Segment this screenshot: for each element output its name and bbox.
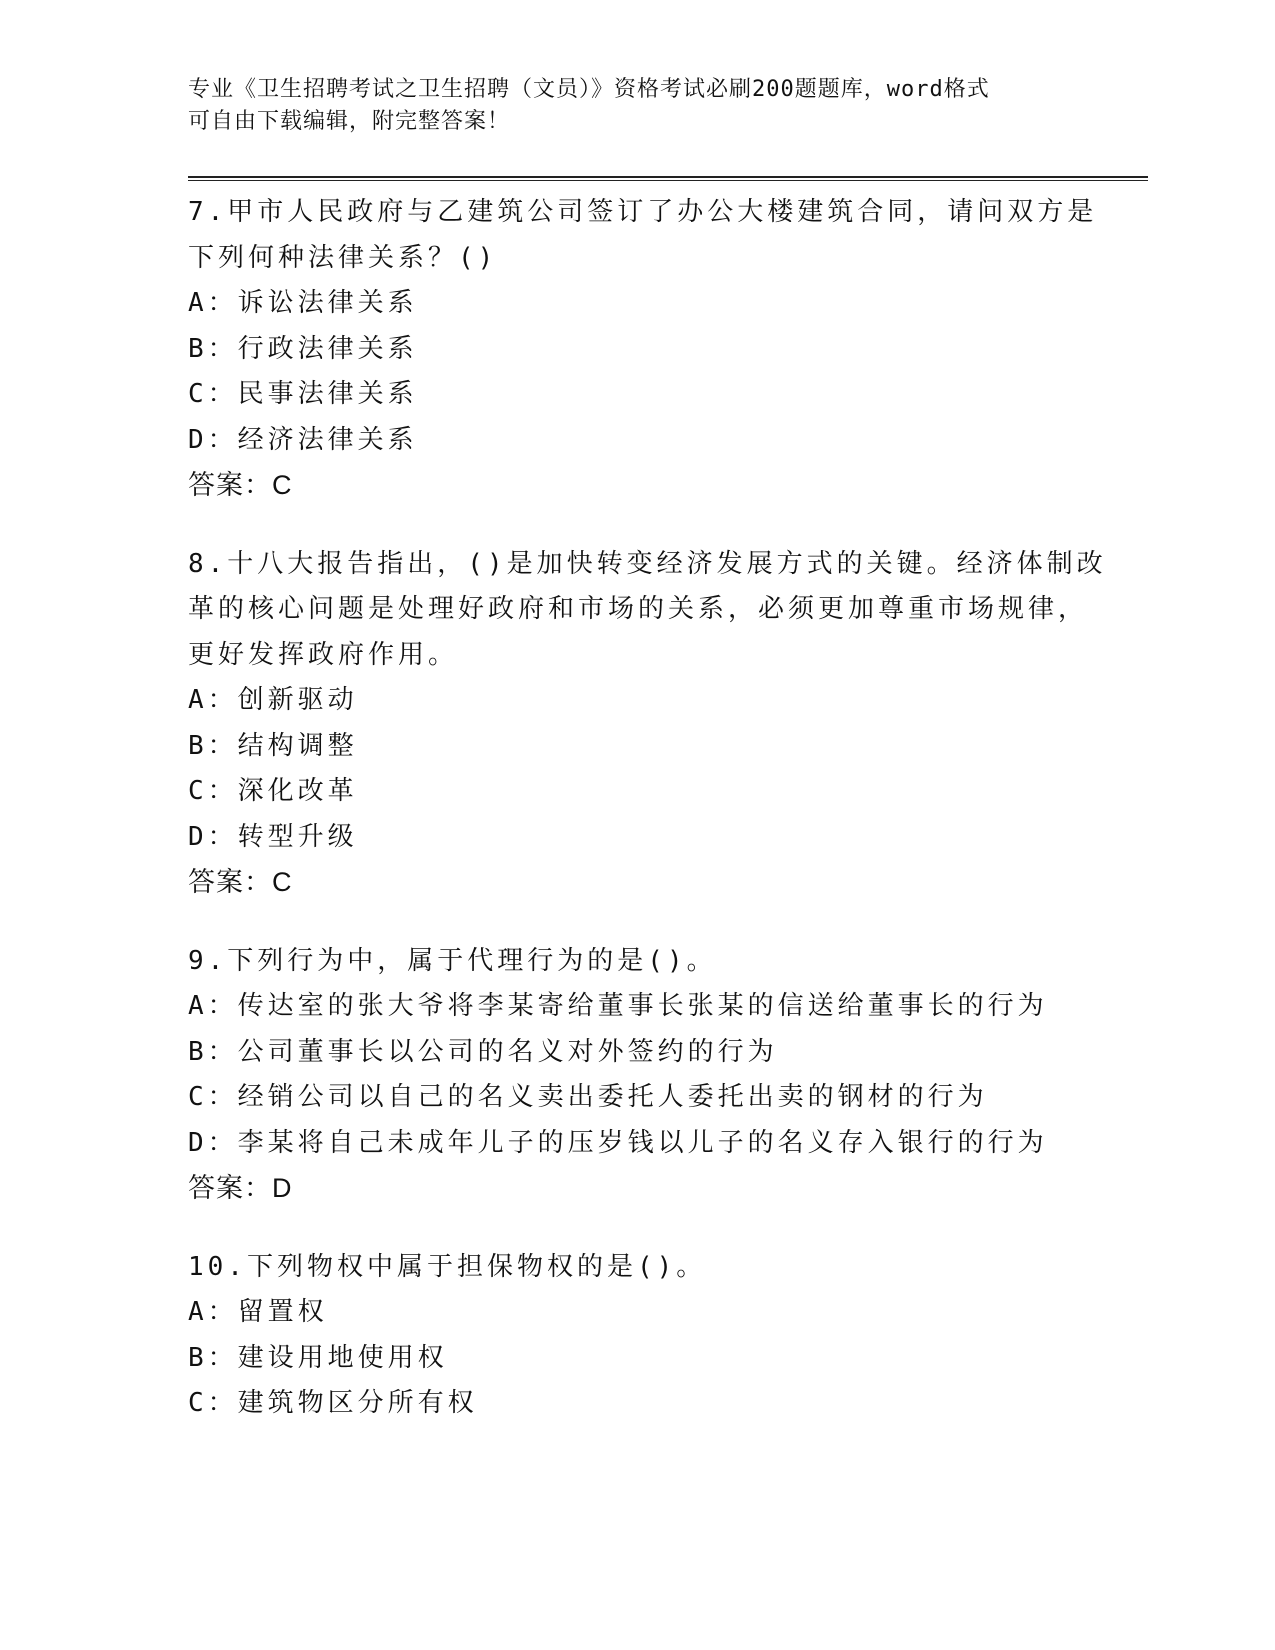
option-d: D：经济法律关系: [188, 424, 418, 455]
option-b: B：结构调整: [188, 730, 358, 761]
question-stem: 下列何种法律关系？(): [188, 242, 498, 273]
option-d: D：李某将自己未成年儿子的压岁钱以儿子的名义存入银行的行为: [188, 1127, 1048, 1158]
option-c: C：民事法律关系: [188, 379, 418, 409]
answer-key: 答案：C: [188, 867, 293, 897]
answer-key: 答案：C: [188, 470, 293, 500]
option-b: B：公司董事长以公司的名义对外签约的行为: [188, 1036, 778, 1067]
option-c: C：经销公司以自己的名义卖出委托人委托出卖的钢材的行为: [188, 1082, 988, 1112]
question-7: [188, 190, 1148, 509]
option-c: C：建筑物区分所有权: [188, 1388, 478, 1418]
option-a: A：留置权: [188, 1297, 328, 1327]
question-stem: 8.十八大报告指出，()是加快转变经济发展方式的关键。经济体制改: [188, 548, 1107, 579]
option-a: A：诉讼法律关系: [188, 288, 418, 318]
document-header: [188, 74, 1088, 138]
answer-key: 答案：D: [188, 1173, 293, 1203]
option-c: C：深化改革: [188, 776, 358, 806]
question-stem: 更好发挥政府作用。: [188, 639, 459, 670]
header-line: 专业《卫生招聘考试之卫生招聘（文员）》资格考试必刷200题题库，word格式: [188, 77, 990, 102]
question-9: [188, 939, 1148, 1212]
question-stem: 革的核心问题是处理好政府和市场的关系，必须更加尊重市场规律，: [188, 594, 1089, 624]
header-line: 可自由下载编辑，附完整答案！: [188, 109, 511, 134]
question-8: [188, 542, 1148, 906]
option-b: B：建设用地使用权: [188, 1342, 448, 1373]
option-b: B：行政法律关系: [188, 333, 418, 364]
question-stem: 10.下列物权中属于担保物权的是()。: [188, 1251, 707, 1282]
question-list: [188, 190, 1148, 1460]
question-10: [188, 1245, 1148, 1427]
header-divider: [188, 176, 1148, 181]
option-d: D：转型升级: [188, 821, 358, 852]
question-stem: 9.下列行为中，属于代理行为的是()。: [188, 945, 717, 976]
question-stem: 7.甲市人民政府与乙建筑公司签订了办公大楼建筑合同，请问双方是: [188, 197, 1098, 227]
option-a: A：创新驱动: [188, 685, 358, 715]
option-a: A：传达室的张大爷将李某寄给董事长张某的信送给董事长的行为: [188, 991, 1048, 1021]
